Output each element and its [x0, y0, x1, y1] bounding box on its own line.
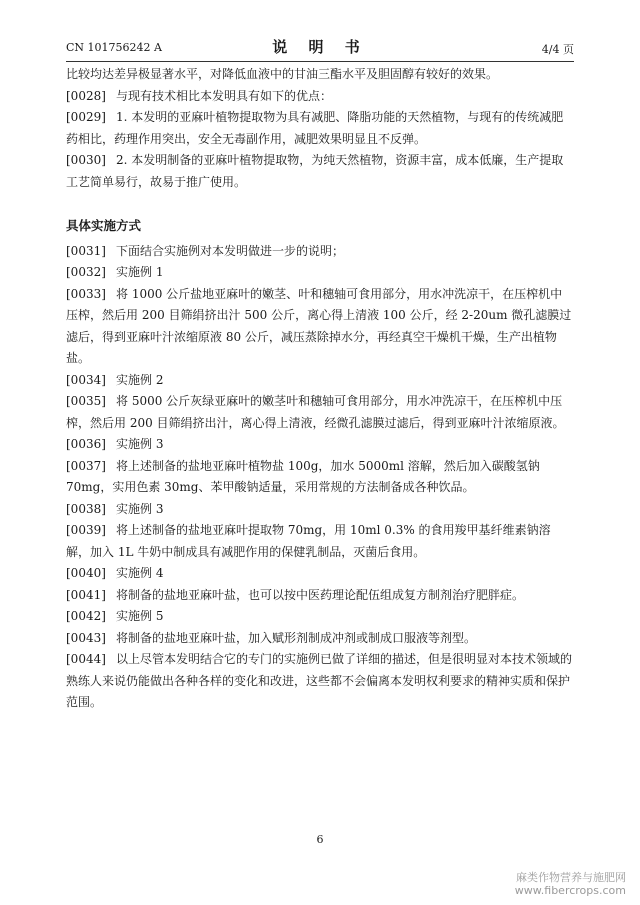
paragraph-number: [0037]	[66, 458, 106, 473]
paragraph-number: [0038]	[66, 501, 106, 516]
paragraph-number: [0041]	[66, 587, 106, 602]
paragraph-number: [0033]	[66, 286, 106, 301]
paragraph: [0029] 1. 本发明的亚麻叶植物提取物为具有减肥、降脂功能的天然植物，与现有的传统减肥药相比，药理作用突出，安全无毒副作用，减肥效果明显且不反弹。	[66, 107, 574, 150]
page-header	[66, 36, 574, 60]
paragraph: 比较均达差异极显著水平，对降低血液中的甘油三酯水平及胆固醇有较好的效果。	[66, 67, 499, 81]
paragraph-number: [0030]	[66, 153, 106, 167]
section-heading: 具体实施方式	[66, 218, 142, 233]
paragraph-number: [0040]	[66, 566, 106, 580]
paragraph: [0039] 将上述制备的盐地亚麻叶提取物 70mg，用 10ml 0.3% 的食用羧甲基纤维素钠溶解，加入 1L 牛奶中制成具有减肥作用的保健乳制品，灭菌后食用。	[66, 520, 574, 563]
watermark-title: 麻类作物营养与施肥网	[516, 871, 626, 884]
paragraph: [0028] 与现有技术相比本发明具有如下的优点：	[66, 86, 574, 108]
paragraph-number: [0034]	[66, 372, 106, 387]
publication-number: CN 101756242 A	[66, 41, 162, 54]
paragraph-number: [0043]	[66, 630, 106, 645]
paragraph: [0032] 实施例 1	[66, 262, 574, 284]
paragraph-number: [0029]	[66, 110, 106, 124]
page-number: 6	[316, 833, 324, 846]
paragraph-number: [0042]	[66, 609, 106, 623]
paragraph: [0038] 实施例 3	[66, 499, 574, 521]
paragraph-number: [0031]	[66, 243, 106, 258]
page-indicator: 4/4 页	[541, 43, 574, 56]
watermark-url: www.fibercrops.com	[514, 884, 626, 897]
paragraph: [0037] 将上述制备的盐地亚麻叶植物盐 100g，加水 5000ml 溶解，然后加入碳酸氢钠 70mg，实用色素 30mg、苯甲酸钠适量，采用常规的方法制备成各种饮品。	[66, 456, 574, 499]
paragraph-number: [0032]	[66, 265, 106, 279]
document-body	[66, 64, 574, 714]
paragraph: [0042] 实施例 5	[66, 606, 574, 628]
paragraph: [0041] 将制备的盐地亚麻叶盐，也可以按中医药理论配伍组成复方制剂治疗肥胖症。	[66, 585, 574, 607]
header-divider	[66, 61, 574, 62]
paragraph: [0035] 将 5000 公斤灰绿亚麻叶的嫩茎叶和穗轴可食用部分，用水冲洗凉干，在压榨机中压榨，然后用 200 目筛绢挤出汁，离心得上清液，经微孔滤膜过滤后，得到亚麻叶汁浓缩原液。	[66, 391, 574, 434]
site-watermark	[515, 871, 626, 897]
paragraph: [0044] 以上尽管本发明结合它的专门的实施例已做了详细的描述，但是很明显对本技术领域的熟练人来说仍能做出各种各样的变化和改进，这些都不会偏离本发明权利要求的精神实质和保护范围。	[66, 649, 574, 714]
paragraph-number: [0035]	[66, 394, 106, 408]
paragraph: [0040] 实施例 4	[66, 563, 574, 585]
paragraph: [0034] 实施例 2	[66, 370, 574, 392]
paragraph-number: [0028]	[66, 88, 106, 103]
paragraph: [0030] 2. 本发明制备的亚麻叶植物提取物，为纯天然植物，资源丰富，成本低廉，生产提取工艺简单易行，故易于推广使用。	[66, 150, 574, 193]
document-title: 说 明 书	[272, 38, 368, 56]
paragraph: [0033] 将 1000 公斤盐地亚麻叶的嫩茎、叶和穗轴可食用部分，用水冲洗凉干，在压榨机中压榨，然后用 200 目筛绢挤出汁 500 公斤，离心得上清液 100 公斤，经 2-20um 微孔滤膜过滤后，得到亚麻叶汁浓缩原液 80 公斤，减压蒸除掉水分，再经真空干燥机干燥，生产出植物盐。	[66, 284, 574, 370]
paragraph: [0031] 下面结合实施例对本发明做进一步的说明；	[66, 241, 574, 263]
paragraph-number: [0039]	[66, 523, 106, 537]
paragraph: [0036] 实施例 3	[66, 434, 574, 456]
paragraph: [0043] 将制备的盐地亚麻叶盐，加入赋形剂制成冲剂或制成口服液等剂型。	[66, 628, 574, 650]
paragraph-number: [0044]	[66, 652, 106, 666]
paragraph-number: [0036]	[66, 437, 106, 451]
